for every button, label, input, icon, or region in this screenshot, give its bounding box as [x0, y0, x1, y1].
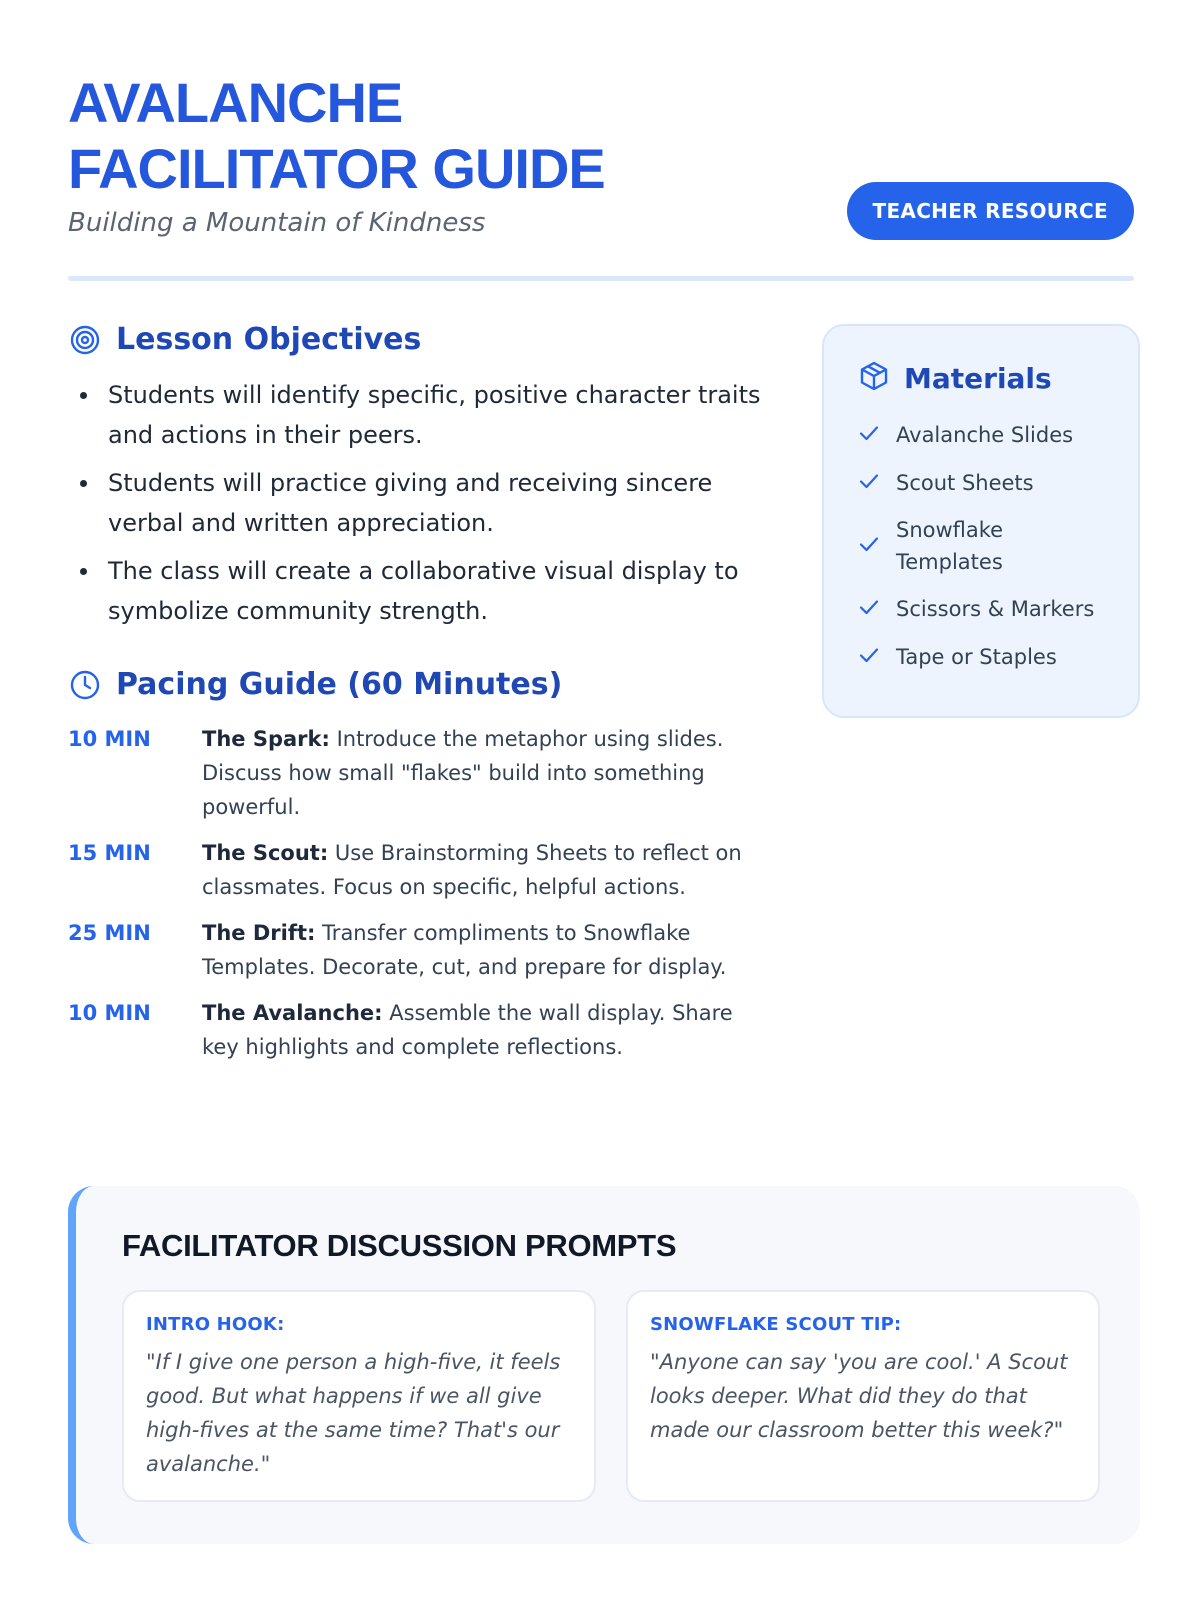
prompt-card-quote: "If I give one person a high-five, it feels good. But what happens if we all give high-fives at the same time? That's our avalanche." — [146, 1350, 561, 1476]
list-item — [858, 418, 1104, 452]
prompt-cards — [122, 1290, 1100, 1502]
pacing-guide-section — [68, 667, 768, 1064]
pacing-description — [202, 836, 768, 904]
pacing-row — [68, 722, 768, 824]
prompt-card-label: SNOWFLAKE SCOUT TIP: — [650, 1314, 902, 1335]
pacing-step-text: Use Brainstorming Sheets to reflect on classmates. Focus on specific, helpful actions. — [202, 841, 742, 899]
check-icon — [858, 533, 882, 559]
pacing-step-label: The Avalanche: — [202, 1001, 383, 1025]
materials-title: Materials — [904, 361, 1052, 395]
objectives-header — [68, 322, 768, 357]
list-item — [858, 640, 1104, 674]
pacing-step-text: Assemble the wall display. Share key highlights and complete reflections. — [202, 1001, 733, 1059]
pacing-step-label: The Drift: — [202, 921, 316, 945]
prompt-card-quote: "Anyone can say 'you are cool.' A Scout looks deeper. What did they do that made our classroom better this week?" — [650, 1350, 1068, 1442]
pacing-description — [202, 722, 768, 824]
list-item — [858, 514, 1104, 578]
material-label: Avalanche Slides — [896, 423, 1074, 447]
pacing-step-label: The Spark: — [202, 727, 330, 751]
lesson-objectives-section — [68, 322, 768, 631]
prompt-card-label: INTRO HOOK: — [146, 1314, 285, 1335]
list-item: Students will identify specific, positive character traits and actions in their peers. — [68, 375, 768, 455]
check-icon — [858, 596, 882, 622]
pacing-time: 10 MIN — [68, 1001, 151, 1025]
left-column — [68, 322, 768, 1076]
materials-header — [858, 360, 1104, 396]
objectives-title: Lesson Objectives — [116, 322, 422, 357]
pacing-row — [68, 916, 768, 984]
pacing-row — [68, 996, 768, 1064]
material-label: Snowflake Templates — [896, 518, 1004, 574]
pacing-step-text: Transfer compliments to Snowflake Templates. Decorate, cut, and prepare for display. — [202, 921, 727, 979]
page-subtitle: Building a Mountain of Kindness — [68, 208, 486, 238]
material-label: Scout Sheets — [896, 471, 1034, 495]
material-label: Scissors & Markers — [896, 597, 1095, 621]
pacing-title: Pacing Guide (60 Minutes) — [116, 667, 563, 702]
materials-list — [858, 418, 1104, 674]
pacing-description — [202, 916, 768, 984]
list-item: The class will create a collaborative visual display to symbolize community strength. — [68, 551, 768, 631]
target-icon — [68, 323, 102, 357]
list-item: Students will practice giving and receiving sincere verbal and written appreciation. — [68, 463, 768, 543]
pacing-header — [68, 667, 768, 702]
prompt-card-intro-hook — [122, 1290, 596, 1502]
pacing-time: 10 MIN — [68, 727, 151, 751]
list-item — [858, 466, 1104, 500]
pacing-time: 15 MIN — [68, 841, 151, 865]
title-line-1: AVALANCHE — [68, 71, 403, 134]
check-icon — [858, 422, 882, 448]
check-icon — [858, 644, 882, 670]
title-line-2: FACILITATOR GUIDE — [68, 137, 605, 200]
pacing-step-label: The Scout: — [202, 841, 329, 865]
header — [68, 70, 1134, 282]
prompt-card-scout-tip — [626, 1290, 1100, 1502]
box-icon — [858, 360, 890, 396]
clock-icon — [68, 668, 102, 702]
material-label: Tape or Staples — [896, 645, 1057, 669]
prompts-title: FACILITATOR DISCUSSION PROMPTS — [122, 1228, 677, 1263]
materials-panel — [822, 324, 1140, 718]
discussion-prompts-section — [68, 1186, 1140, 1544]
pacing-description — [202, 996, 768, 1064]
pacing-time: 25 MIN — [68, 921, 151, 945]
list-item — [858, 592, 1104, 626]
header-divider — [68, 276, 1134, 281]
objectives-list — [68, 375, 768, 631]
pacing-list — [68, 722, 768, 1064]
pacing-row — [68, 836, 768, 904]
check-icon — [858, 470, 882, 496]
teacher-resource-badge: TEACHER RESOURCE — [847, 182, 1134, 240]
pacing-step-text: Introduce the metaphor using slides. Discuss how small "flakes" build into something powerful. — [202, 727, 724, 819]
